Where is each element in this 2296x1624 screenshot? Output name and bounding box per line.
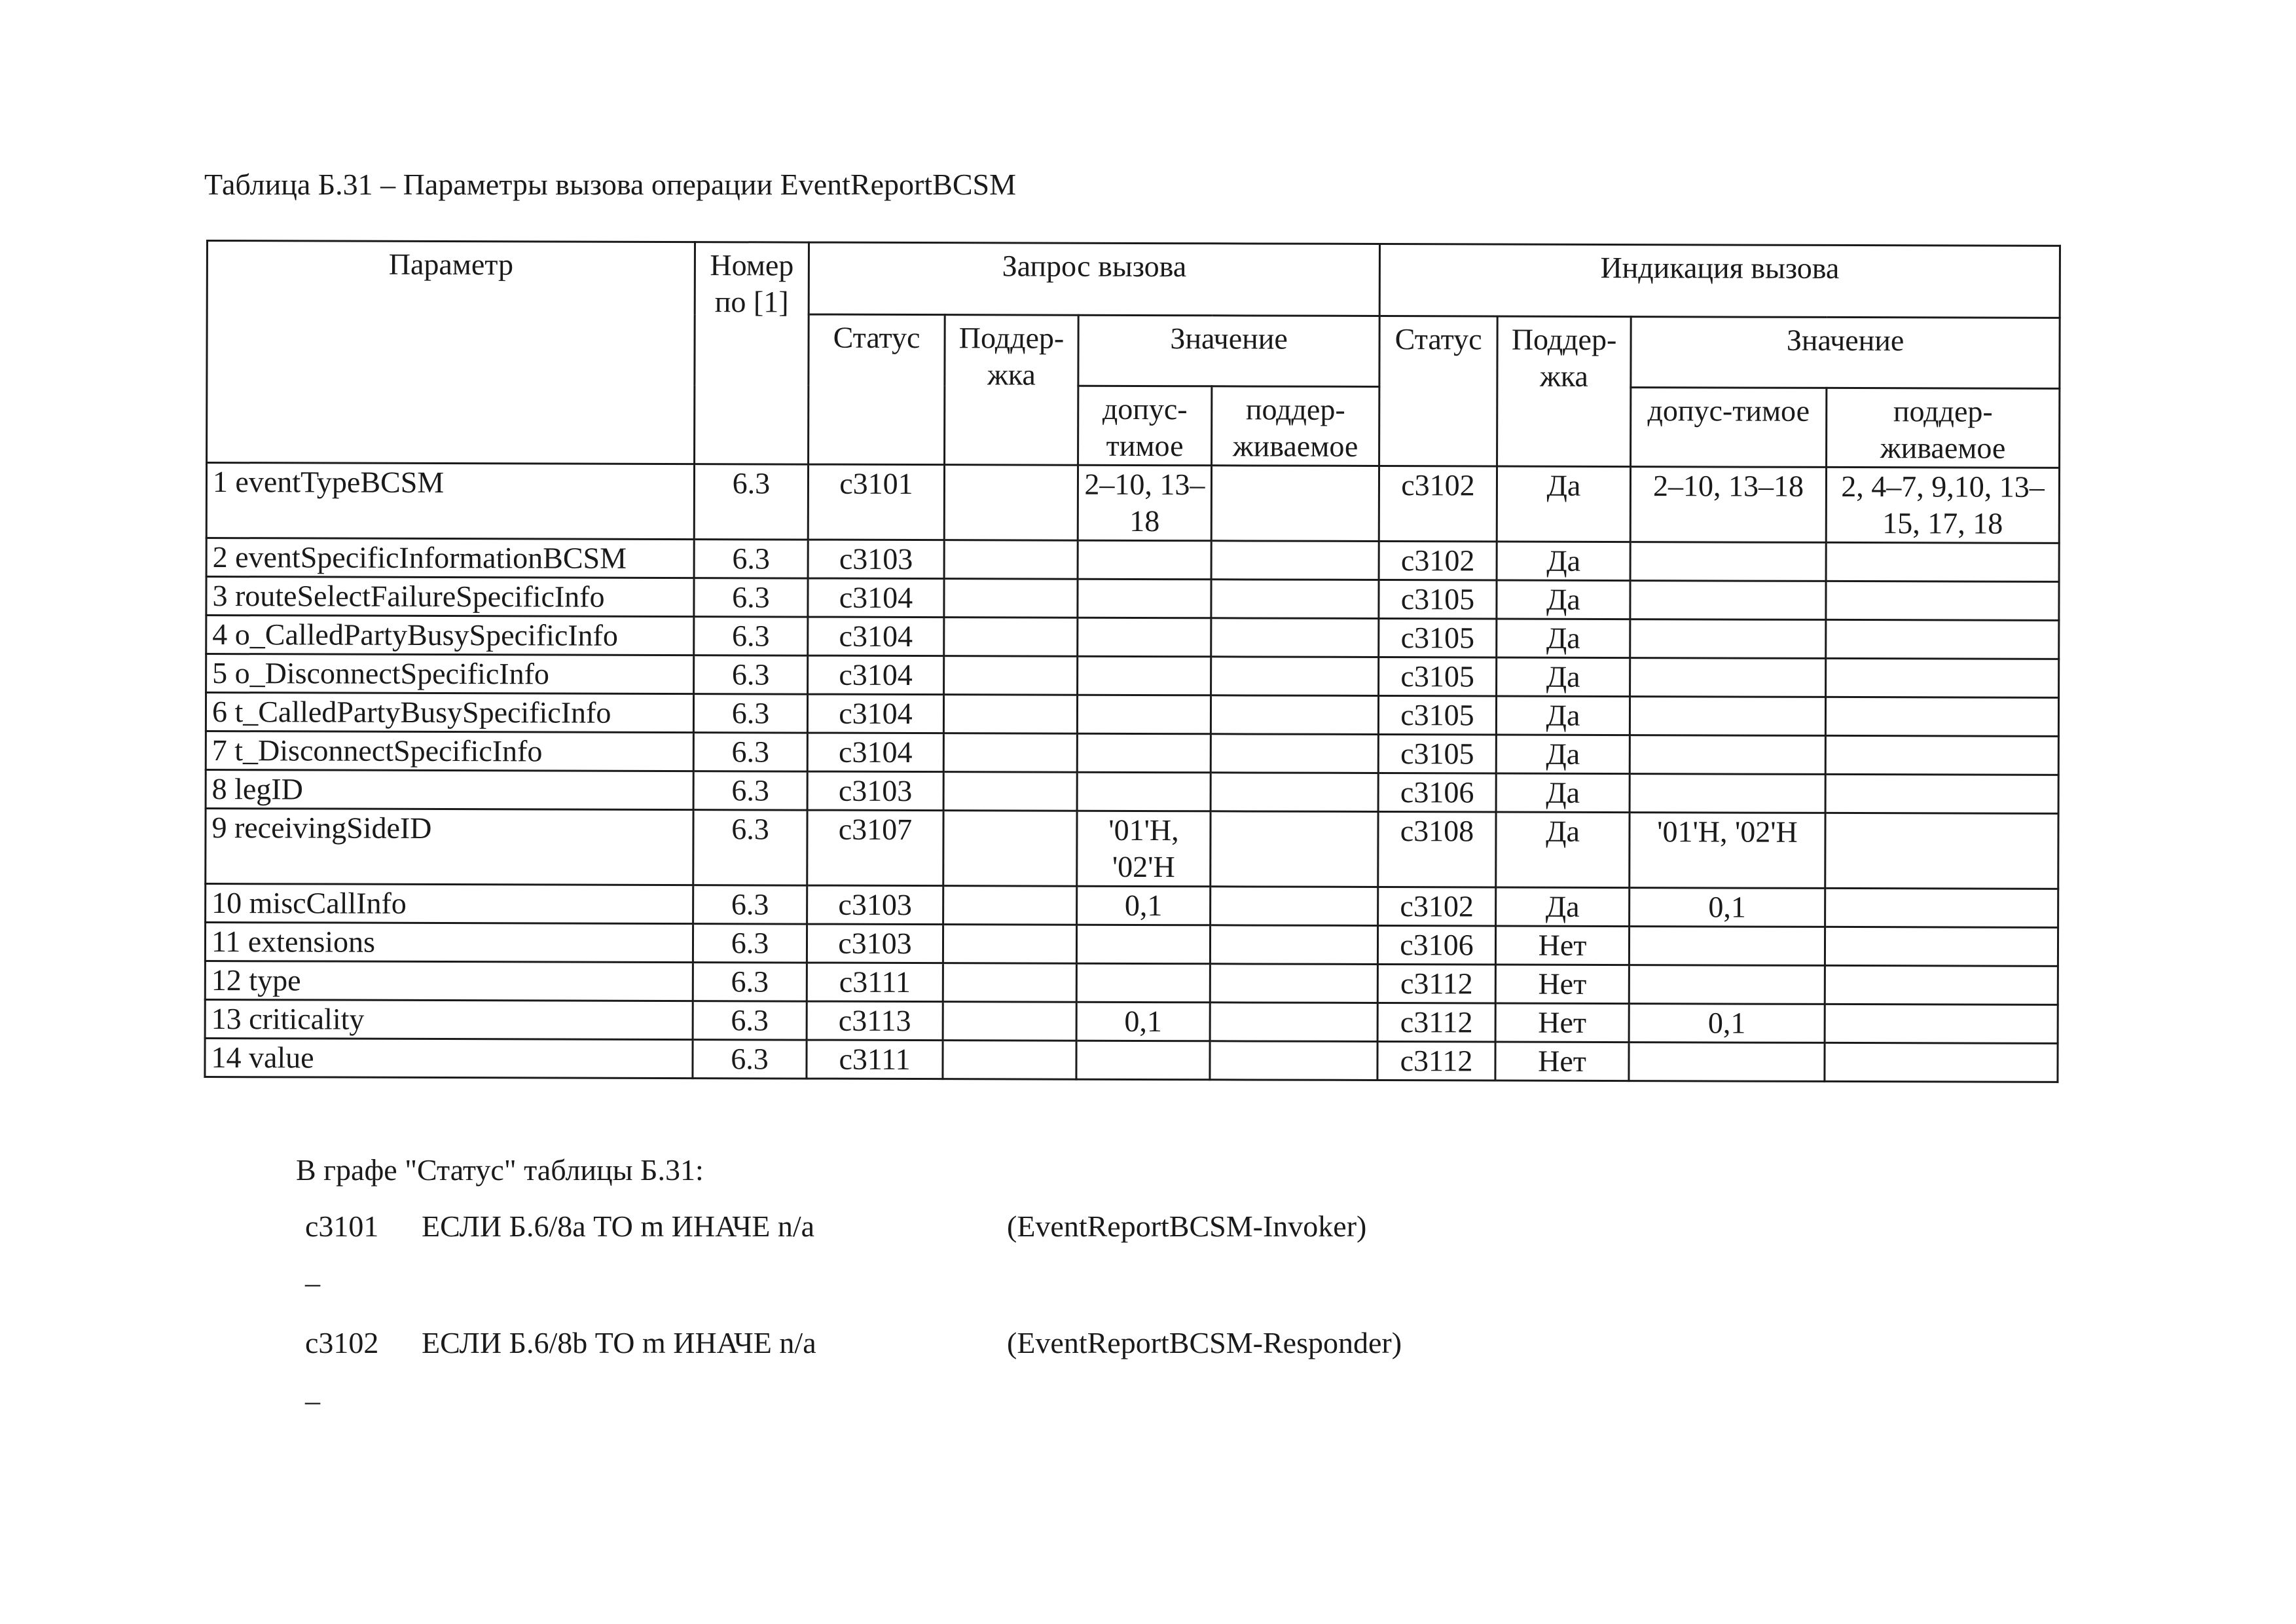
- cell-request-support: [943, 886, 1077, 925]
- cell-indication-status: c3102: [1379, 466, 1497, 542]
- cell-indication-status: c3102: [1378, 887, 1496, 927]
- table-row: [206, 693, 2058, 737]
- cell-request-supported: [1211, 734, 1378, 773]
- cell-number: 6.3: [694, 540, 808, 578]
- header-req-supported: поддер-живаемое: [1212, 386, 1379, 466]
- header-request: Запрос вызова: [809, 242, 1379, 316]
- table-body: [205, 463, 2060, 1082]
- cell-request-supported: [1211, 466, 1379, 542]
- header-indication: Индикация вызова: [1379, 244, 2060, 318]
- cell-indication-supported: [1825, 888, 2058, 927]
- cell-request-support: [944, 465, 1078, 541]
- cell-number: 6.3: [693, 885, 807, 924]
- table-caption: Таблица Б.31 – Параметры вызова операции EventReportBCSM: [204, 168, 1017, 201]
- cell-indication-status: c3105: [1379, 619, 1497, 658]
- cell-request-status: c3104: [807, 733, 943, 772]
- cell-number: 6.3: [694, 617, 808, 655]
- cell-indication-status: c3112: [1377, 1042, 1495, 1081]
- cell-indication-allowed: [1630, 697, 1825, 736]
- cell-indication-status: c3105: [1379, 580, 1497, 619]
- cell-indication-support: Нет: [1495, 1003, 1629, 1043]
- cell-indication-status: c3105: [1378, 696, 1496, 735]
- cell-request-status: c3111: [807, 1040, 943, 1079]
- cell-request-allowed: 0,1: [1076, 1002, 1210, 1041]
- cell-indication-status: c3106: [1378, 773, 1496, 813]
- cell-request-support: [943, 1041, 1076, 1080]
- cell-indication-support: Да: [1497, 580, 1630, 619]
- cell-indication-support: Да: [1496, 773, 1630, 813]
- condition-rule: ЕСЛИ Б.6/8a ТО m ИНАЧЕ n/a: [422, 1209, 815, 1243]
- cell-request-status: c3104: [808, 617, 944, 656]
- cell-indication-allowed: [1629, 927, 1825, 966]
- header-ind-allowed: допус-тимое: [1631, 388, 1827, 468]
- cell-indication-support: Да: [1496, 696, 1630, 735]
- cell-indication-allowed: 2–10, 13–18: [1630, 467, 1826, 543]
- cell-indication-allowed: 0,1: [1629, 1004, 1825, 1043]
- header-req-value: Значение: [1078, 315, 1379, 386]
- cell-request-status: c3101: [808, 464, 944, 540]
- cell-indication-allowed: [1629, 965, 1825, 1005]
- cell-request-allowed: [1078, 579, 1211, 618]
- cell-request-supported: [1211, 657, 1379, 696]
- cell-number: 6.3: [694, 655, 808, 694]
- cell-request-status: c3107: [807, 810, 943, 886]
- cell-number: 6.3: [693, 810, 807, 885]
- header-ind-support: Поддер-жка: [1497, 316, 1631, 467]
- cell-request-status: c3103: [808, 540, 944, 579]
- cell-request-support: [943, 695, 1077, 734]
- notes-intro: В графе "Статус" таблицы Б.31:: [296, 1153, 704, 1187]
- cell-indication-support: Нет: [1495, 965, 1629, 1004]
- cell-indication-allowed: [1629, 1043, 1825, 1082]
- cell-number: 6.3: [694, 464, 808, 540]
- cell-request-allowed: [1076, 1041, 1210, 1080]
- cell-indication-status: c3102: [1379, 542, 1497, 581]
- cell-param: 11 extensions: [205, 923, 693, 963]
- cell-request-supported: [1210, 964, 1377, 1003]
- cell-indication-support: Нет: [1495, 1042, 1629, 1081]
- cell-request-supported: [1211, 887, 1378, 926]
- cell-indication-allowed: [1630, 735, 1825, 775]
- table-row: [206, 770, 2058, 814]
- cell-indication-supported: [1825, 965, 2058, 1005]
- cell-request-status: c3104: [807, 694, 943, 733]
- cell-request-support: [944, 579, 1078, 618]
- header-req-support: Поддер-жка: [945, 315, 1079, 466]
- cell-indication-support: Да: [1496, 887, 1630, 927]
- cell-indication-allowed: [1630, 542, 1826, 581]
- cell-indication-support: Да: [1497, 466, 1630, 542]
- cell-request-allowed: [1078, 618, 1211, 657]
- condition-reference: (EventReportBCSM-Responder): [1007, 1326, 1402, 1359]
- cell-request-status: c3103: [807, 771, 943, 811]
- cell-number: 6.3: [693, 1001, 807, 1040]
- cell-indication-status: c3106: [1377, 926, 1495, 965]
- table-row: [206, 731, 2058, 775]
- cell-indication-supported: [1826, 542, 2059, 581]
- cell-request-support: [944, 540, 1078, 580]
- cell-request-supported: [1210, 1041, 1377, 1080]
- cell-request-allowed: '01'H, '02'H: [1077, 811, 1211, 887]
- cell-number: 6.3: [694, 578, 808, 617]
- condition-code: c3101: [305, 1209, 379, 1243]
- table-row: [206, 577, 2059, 621]
- condition-dash: –: [305, 1266, 320, 1299]
- cell-request-allowed: 0,1: [1077, 886, 1211, 925]
- condition-dash: –: [305, 1384, 320, 1417]
- cell-param: 4 o_CalledPartyBusySpecificInfo: [206, 616, 694, 655]
- cell-request-supported: [1211, 541, 1379, 580]
- cell-indication-allowed: [1630, 619, 1826, 659]
- cell-param: 13 criticality: [205, 999, 693, 1039]
- cell-indication-allowed: [1630, 658, 1826, 697]
- cell-number: 6.3: [693, 694, 807, 733]
- cell-param: 7 t_DisconnectSpecificInfo: [206, 731, 693, 771]
- cell-param: 3 routeSelectFailureSpecificInfo: [206, 577, 694, 617]
- table-row: [205, 923, 2058, 967]
- cell-request-support: [944, 618, 1078, 657]
- cell-request-allowed: [1078, 540, 1211, 580]
- table-row: [206, 538, 2059, 582]
- cell-indication-status: c3105: [1379, 657, 1497, 697]
- cell-indication-status: c3108: [1378, 812, 1496, 888]
- cell-indication-allowed: '01'H, '02'H: [1630, 813, 1825, 889]
- cell-request-allowed: [1077, 695, 1211, 734]
- cell-indication-status: c3112: [1377, 965, 1495, 1004]
- header-ind-supported: поддер-живаемое: [1827, 388, 2060, 468]
- cell-indication-status: c3112: [1377, 1003, 1495, 1043]
- table-row: [206, 654, 2059, 698]
- cell-request-support: [944, 656, 1078, 695]
- table-row: [205, 999, 2058, 1043]
- cell-param: 5 o_DisconnectSpecificInfo: [206, 654, 694, 694]
- cell-param: 2 eventSpecificInformationBCSM: [206, 538, 694, 578]
- cell-indication-status: c3105: [1378, 735, 1496, 774]
- table-row: [206, 616, 2059, 659]
- condition-code: c3102: [305, 1326, 379, 1359]
- cell-request-support: [943, 811, 1077, 887]
- cell-request-supported: [1211, 695, 1378, 735]
- cell-request-support: [943, 925, 1076, 964]
- condition-reference: (EventReportBCSM-Invoker): [1007, 1209, 1367, 1243]
- cell-param: 8 legID: [206, 770, 693, 810]
- cell-request-supported: [1210, 1003, 1377, 1042]
- cell-number: 6.3: [693, 733, 807, 771]
- cell-request-allowed: 2–10, 13–18: [1078, 465, 1211, 541]
- cell-request-supported: [1211, 580, 1379, 619]
- cell-request-status: c3113: [807, 1001, 943, 1041]
- cell-indication-supported: [1825, 735, 2058, 775]
- cell-number: 6.3: [693, 771, 807, 810]
- header-ind-value: Значение: [1631, 317, 2060, 389]
- cell-indication-supported: [1825, 927, 2058, 966]
- cell-number: 6.3: [693, 1040, 807, 1079]
- cell-request-status: c3111: [807, 963, 943, 1002]
- cell-request-supported: [1211, 618, 1379, 657]
- cell-indication-supported: [1825, 813, 2058, 889]
- header-param: Параметр: [207, 241, 695, 464]
- table-row: [206, 463, 2059, 544]
- cell-indication-support: Да: [1497, 542, 1630, 581]
- cell-indication-support: Да: [1496, 735, 1630, 774]
- cell-request-status: c3104: [808, 655, 944, 695]
- cell-param: 1 eventTypeBCSM: [206, 463, 694, 540]
- cell-indication-support: Да: [1496, 812, 1630, 888]
- cell-request-support: [943, 963, 1076, 1003]
- cell-indication-supported: [1826, 658, 2059, 697]
- header-req-status: Статус: [809, 314, 945, 465]
- cell-param: 14 value: [205, 1038, 693, 1078]
- cell-indication-supported: [1825, 774, 2058, 813]
- cell-indication-allowed: [1630, 774, 1825, 813]
- cell-indication-supported: 2, 4–7, 9,10, 13–15, 17, 18: [1826, 467, 2059, 543]
- cell-indication-supported: [1825, 697, 2058, 736]
- parameters-table: [204, 240, 2061, 1083]
- header-req-allowed: допус-тимое: [1078, 386, 1212, 466]
- cell-number: 6.3: [693, 924, 807, 963]
- cell-request-support: [943, 772, 1077, 811]
- cell-request-supported: [1211, 773, 1378, 812]
- table-row: [206, 809, 2058, 889]
- cell-param: 10 miscCallInfo: [206, 884, 693, 924]
- cell-param: 12 type: [205, 961, 693, 1001]
- cell-request-allowed: [1076, 925, 1210, 964]
- table-row: [205, 1038, 2058, 1082]
- cell-request-supported: [1211, 811, 1378, 887]
- header-ind-status: Статус: [1379, 316, 1498, 467]
- cell-request-supported: [1210, 925, 1377, 965]
- cell-request-allowed: [1077, 733, 1211, 773]
- cell-indication-support: Да: [1497, 619, 1630, 658]
- header-number: Номер по [1]: [695, 242, 809, 464]
- cell-indication-supported: [1826, 619, 2059, 659]
- cell-request-status: c3103: [807, 885, 943, 925]
- cell-request-support: [943, 733, 1077, 773]
- cell-indication-supported: [1825, 1043, 2058, 1082]
- cell-param: 6 t_CalledPartyBusySpecificInfo: [206, 693, 693, 733]
- cell-indication-supported: [1826, 581, 2059, 620]
- cell-indication-support: Нет: [1495, 926, 1629, 965]
- cell-number: 6.3: [693, 963, 807, 1001]
- cell-indication-allowed: 0,1: [1630, 888, 1825, 927]
- cell-indication-allowed: [1630, 581, 1826, 620]
- cell-param: 9 receivingSideID: [206, 809, 693, 885]
- cell-indication-supported: [1825, 1004, 2058, 1043]
- cell-request-status: c3104: [808, 578, 944, 618]
- cell-request-support: [943, 1002, 1076, 1041]
- cell-request-allowed: [1078, 656, 1211, 695]
- table-row: [206, 884, 2058, 928]
- cell-request-allowed: [1077, 772, 1211, 811]
- cell-request-status: c3103: [807, 924, 943, 963]
- cell-request-allowed: [1076, 963, 1210, 1003]
- table-row: [205, 961, 2058, 1005]
- condition-rule: ЕСЛИ Б.6/8b ТО m ИНАЧЕ n/a: [422, 1326, 816, 1359]
- cell-indication-support: Да: [1497, 657, 1630, 697]
